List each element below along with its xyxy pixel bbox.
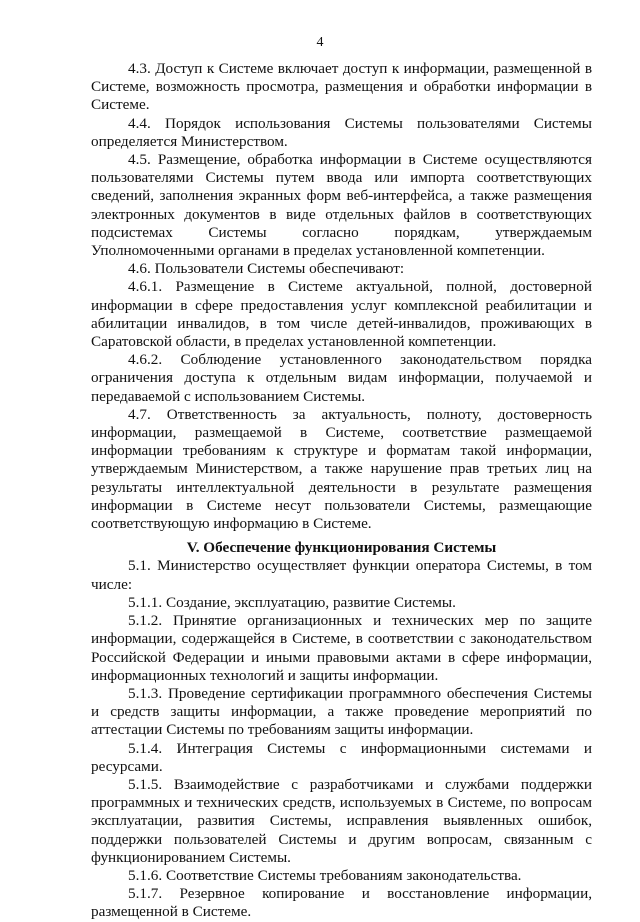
paragraph-5-1-2: 5.1.2. Принятие организационных и технических мер по защите информации, содержащейся в Системе, в соответствии с законодательством Российской Федерации и иными правовыми актами в сфере информации, информационных технологий и защиты информации. — [91, 612, 592, 684]
paragraph-5-1-3: 5.1.3. Проведение сертификации программного обеспечения Системы и средств защиты информации, а также проведение мероприятий по аттестации Системы по требованиям защиты информации. — [91, 684, 592, 739]
paragraph-5-1-1: 5.1.1. Создание, эксплуатацию, развитие Системы. — [128, 593, 456, 611]
page-number: 4 — [316, 35, 324, 50]
document-body — [91, 60, 592, 922]
paragraph-5-1-5: 5.1.5. Взаимодействие с разработчиками и службами поддержки программных и технических средств, используемых в Системе, по вопросам эксплуатации, развития Системы, исправления выявленных ошибок, поддержки пользователей Системы и другим вопросам, связанным с функционированием Системы. — [91, 775, 592, 866]
paragraph-4-6: 4.6. Пользователи Системы обеспечивают: — [128, 260, 405, 278]
paragraph-4-3: 4.3. Доступ к Системе включает доступ к информации, размещенной в Системе, возможность просмотра, размещения и обработки информации в Системе. — [91, 60, 592, 114]
paragraph-4-7: 4.7. Ответственность за актуальность, полноту, достоверность информации, размещаемой в Системе, соответствие размещаемой информации требованиям к структуре и форматам такой информации, утверждаемым Министерством, а также нарушение прав третьих лиц на результаты интеллектуальной деятельности в результате размещения информации в Системе несут пользователи Системы, размещающие соответствующую информацию в Системе. — [91, 405, 592, 533]
paragraph-5-1-6: 5.1.6. Соответствие Системы требованиям законодательства. — [128, 866, 522, 884]
section-heading-v: V. Обеспечение функционирования Системы — [186, 539, 497, 557]
paragraph-4-5: 4.5. Размещение, обработка информации в Системе осуществляются пользователями Системы путем ввода или импорта соответствующих сведений, заполнения экранных форм веб-интерфейса, а также размещения электронных документов в виде отдельных файлов в соответствующих подсистемах Системы согласно порядкам, утверждаемым Уполномоченными органами в пределах установленной компетенции. — [91, 151, 592, 260]
paragraph-4-6-2: 4.6.2. Соблюдение установленного законодательством порядка ограничения доступа к отдельным видам информации, получаемой и передаваемой с использованием Системы. — [91, 351, 592, 405]
paragraph-5-1-4: 5.1.4. Интеграция Системы с информационными системами и ресурсами. — [91, 739, 592, 775]
paragraph-5-1: 5.1. Министерство осуществляет функции оператора Системы, в том числе: — [91, 557, 592, 593]
paragraph-5-1-7: 5.1.7. Резервное копирование и восстановление информации, размещенной в Системе. — [91, 885, 592, 921]
paragraph-4-6-1: 4.6.1. Размещение в Системе актуальной, полной, достоверной информации в сфере предоставления услуг комплексной реабилитации и абилитации инвалидов, в том числе детей-инвалидов, проживающих в Саратовской области, в пределах установленной компетенции. — [91, 278, 592, 351]
paragraph-4-4: 4.4. Порядок использования Системы пользователями Системы определяется Министерством. — [91, 114, 592, 150]
